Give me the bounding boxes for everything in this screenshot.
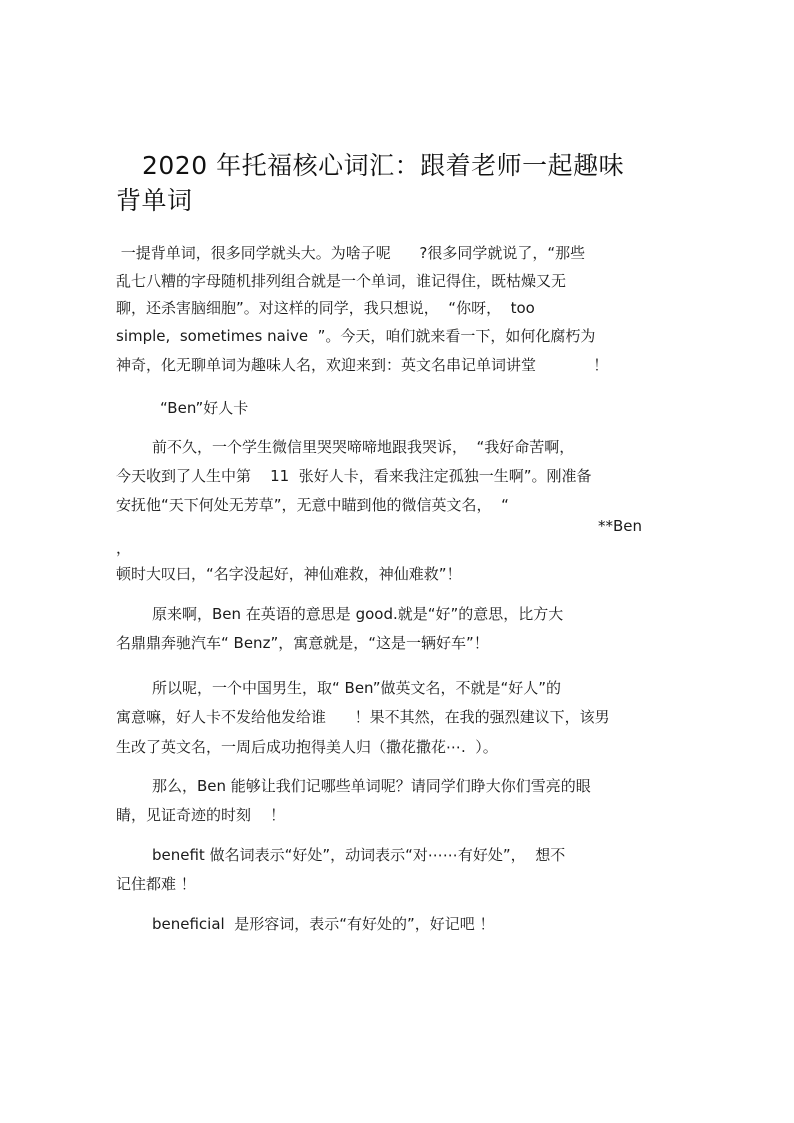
para6-line-1: beneficial 是形容词，表示“有好处的”，好记吧 ！ <box>152 915 495 933</box>
para2-line-1: 原来啊，Ben 在英语的意思是 good.就是“好”的意思，比方大 <box>152 605 564 623</box>
intro-line-2: 乱七八糟的字母随机排列组合就是一个单词，谁记得住，既枯燥又无 <box>116 272 567 290</box>
para3-line-2: 寓意嘛，好人卡不发给他发给谁 ！果不其然，在我的强烈建议下，该男 <box>116 708 610 726</box>
para4-line-1: 那么，Ben 能够让我们记哪些单词呢？请同学们睁大你们雪亮的眼 <box>152 777 591 795</box>
title-line-2: 背单词 <box>116 186 193 215</box>
para3-line-3: 生改了英文名，一周后成功抱得美人归（撒花撒花⋯. ）。 <box>116 738 498 756</box>
para5-line-2: 记住都难 ！ <box>116 875 196 893</box>
section-heading: “Ben”好人卡 <box>160 399 249 417</box>
para1-line-6: 顿时大叹曰，“名字没起好，神仙难救，神仙难救”！ <box>116 565 462 583</box>
intro-line-1: 一提背单词，很多同学就头大。为啥子呢 ?很多同学就说了，“那些 <box>116 244 586 262</box>
para3-line-1: 所以呢，一个中国男生，取“ Ben”做英文名，不就是“好人”的 <box>152 679 562 697</box>
title-line-1: 2020 年托福核心词汇：跟着老师一起趣味 <box>142 151 625 180</box>
para1-line-5: ， <box>116 539 132 557</box>
page-title <box>116 148 656 218</box>
intro-line-4: simple, sometimes naive ”。今天，咱们就来看一下，如何化腐朽为 <box>116 327 596 345</box>
intro-line-5: 神奇，化无聊单词为趣味人名，欢迎来到：英文名串记单词讲堂 ！ <box>116 356 609 374</box>
para2-line-2: 名鼎鼎奔驰汽车“ Benz”，寓意就是，“这是一辆好车”！ <box>116 634 489 652</box>
para4-line-2: 睛，见证奇迹的时刻 ！ <box>116 806 286 824</box>
para1-line-3: 安抚他“天下何处无芳草”，无意中瞄到他的微信英文名， “ <box>116 496 509 514</box>
para1-line-2: 今天收到了人生中第 11 张好人卡，看来我注定孤独一生啊”。刚准备 <box>116 467 592 485</box>
para1-line-1: 前不久，一个学生微信里哭哭啼啼地跟我哭诉， “我好命苦啊， <box>152 438 575 456</box>
para5-line-1: benefit 做名词表示“好处”，动词表示“对⋯⋯有好处”， 想不 <box>152 846 566 864</box>
intro-line-3: 聊，还杀害脑细胞”。对这样的同学，我只想说， “你呀， too <box>116 299 535 317</box>
para1-line-4: **Ben <box>598 517 643 535</box>
